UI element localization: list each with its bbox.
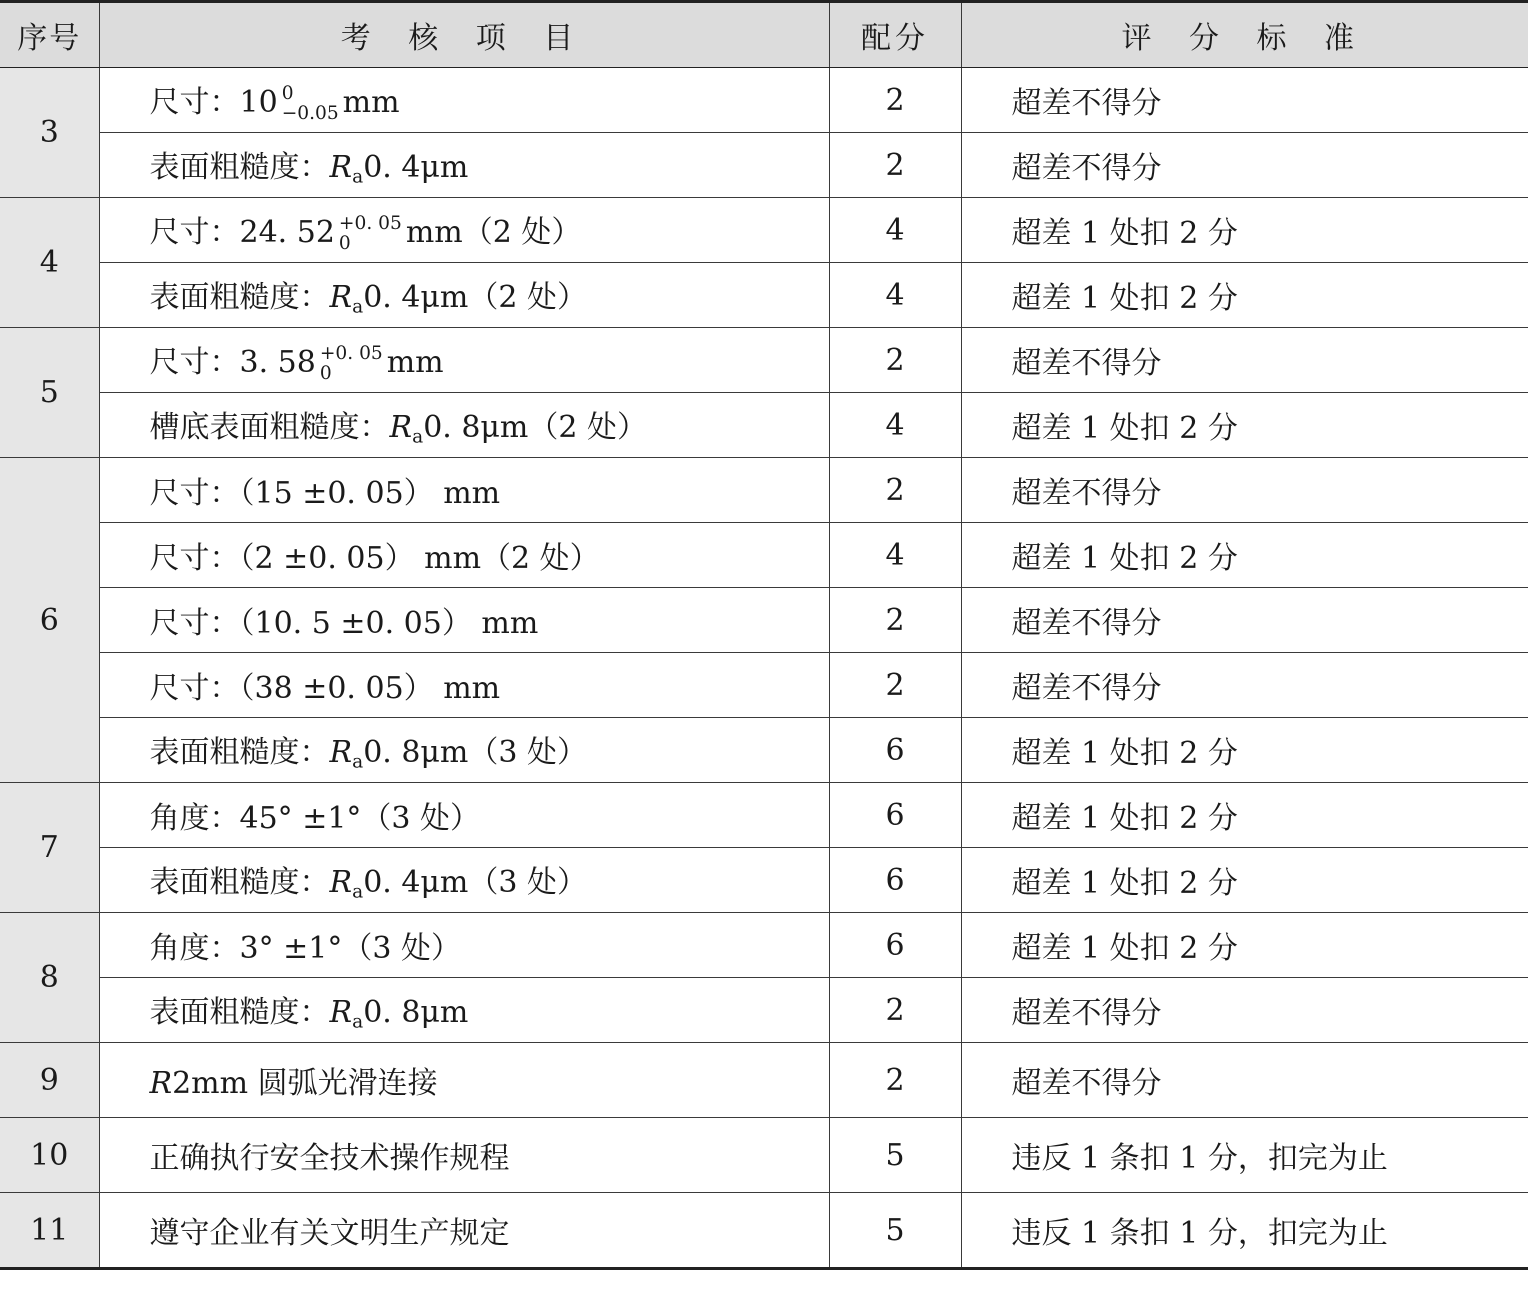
table-row [0, 198, 1528, 263]
score-cell: 6 [829, 848, 961, 913]
header-criteria: 评 分 标 准 [961, 2, 1528, 68]
row-number: 10 [0, 1118, 99, 1193]
criteria-cell: 超差不得分 [961, 588, 1528, 653]
table-row [0, 1043, 1528, 1118]
score-cell: 5 [829, 1118, 961, 1193]
score-cell: 6 [829, 783, 961, 848]
row-number: 4 [0, 198, 99, 328]
header-number: 序号 [0, 2, 99, 68]
tolerance: +0. 05 0 [338, 213, 402, 254]
header-score: 配分 [829, 2, 961, 68]
criteria-cell: 超差不得分 [961, 68, 1528, 133]
assessment-item: 尺寸：3. 58 +0. 05 0 mm [99, 328, 829, 393]
row-number: 3 [0, 68, 99, 198]
score-cell: 2 [829, 328, 961, 393]
score-cell: 2 [829, 588, 961, 653]
row-number: 5 [0, 328, 99, 458]
criteria-cell: 超差 1 处扣 2 分 [961, 393, 1528, 458]
score-cell: 2 [829, 68, 961, 133]
criteria-cell: 超差不得分 [961, 458, 1528, 523]
assessment-item: 尺寸：（10. 5 ±0. 05） mm [99, 588, 829, 653]
table-row [0, 523, 1528, 588]
table-row [0, 133, 1528, 198]
assessment-item: 表面粗糙度：$R_a0$. 4μm（2 处） [99, 263, 829, 328]
assessment-item: 遵守企业有关文明生产规定 [99, 1193, 829, 1269]
row-number: 9 [0, 1043, 99, 1118]
criteria-cell: 超差 1 处扣 2 分 [961, 848, 1528, 913]
row-number: 8 [0, 913, 99, 1043]
score-cell: 4 [829, 393, 961, 458]
criteria-cell: 违反 1 条扣 1 分，扣完为止 [961, 1118, 1528, 1193]
tolerance: 0 −0.05 [281, 83, 339, 124]
table-row [0, 718, 1528, 783]
score-cell: 6 [829, 913, 961, 978]
assessment-item: 尺寸：10 0 −0.05 mm [99, 68, 829, 133]
table-row [0, 68, 1528, 133]
assessment-item: 表面粗糙度：$R_a0$. 8μm [99, 978, 829, 1043]
criteria-cell: 超差 1 处扣 2 分 [961, 263, 1528, 328]
assessment-item: 正确执行安全技术操作规程 [99, 1118, 829, 1193]
table-row [0, 978, 1528, 1043]
score-cell: 2 [829, 133, 961, 198]
assessment-item: 表面粗糙度：$R_a0$. 4μm（3 处） [99, 848, 829, 913]
score-cell: 2 [829, 1043, 961, 1118]
criteria-cell: 超差 1 处扣 2 分 [961, 718, 1528, 783]
criteria-cell: 超差不得分 [961, 328, 1528, 393]
criteria-cell: 超差 1 处扣 2 分 [961, 198, 1528, 263]
score-cell: 2 [829, 653, 961, 718]
score-cell: 6 [829, 718, 961, 783]
table-row [0, 848, 1528, 913]
table-row [0, 913, 1528, 978]
row-number: 6 [0, 458, 99, 783]
criteria-cell: 超差不得分 [961, 1043, 1528, 1118]
criteria-cell: 超差 1 处扣 2 分 [961, 523, 1528, 588]
table-row [0, 653, 1528, 718]
criteria-cell: 超差 1 处扣 2 分 [961, 783, 1528, 848]
table-row [0, 1193, 1528, 1269]
criteria-cell: 超差不得分 [961, 653, 1528, 718]
criteria-cell: 超差不得分 [961, 978, 1528, 1043]
assessment-item: 尺寸：24. 52 +0. 05 0 mm（2 处） [99, 198, 829, 263]
criteria-cell: 超差 1 处扣 2 分 [961, 913, 1528, 978]
assessment-item: R2mm 圆弧光滑连接 [99, 1043, 829, 1118]
tolerance: +0. 05 0 [319, 343, 383, 384]
criteria-cell: 超差不得分 [961, 133, 1528, 198]
header-item: 考 核 项 目 [99, 2, 829, 68]
assessment-item: 角度：45° ±1°（3 处） [99, 783, 829, 848]
table-row [0, 1118, 1528, 1193]
assessment-item: 尺寸：（15 ±0. 05） mm [99, 458, 829, 523]
assessment-item: 尺寸：（2 ±0. 05） mm（2 处） [99, 523, 829, 588]
assessment-item: 尺寸：（38 ±0. 05） mm [99, 653, 829, 718]
assessment-item: 表面粗糙度：$R_a0$. 8μm（3 处） [99, 718, 829, 783]
row-number: 7 [0, 783, 99, 913]
table-row [0, 458, 1528, 523]
table-row [0, 588, 1528, 653]
assessment-item: 表面粗糙度：$R_a0$. 4μm [99, 133, 829, 198]
score-cell: 4 [829, 263, 961, 328]
assessment-item: 角度：3° ±1°（3 处） [99, 913, 829, 978]
criteria-cell: 违反 1 条扣 1 分，扣完为止 [961, 1193, 1528, 1269]
assessment-item: 槽底表面粗糙度：$R_a0$. 8μm（2 处） [99, 393, 829, 458]
table-row [0, 393, 1528, 458]
header-row [0, 2, 1528, 68]
score-cell: 2 [829, 458, 961, 523]
table-row [0, 328, 1528, 393]
score-cell: 2 [829, 978, 961, 1043]
table-row [0, 263, 1528, 328]
score-cell: 4 [829, 523, 961, 588]
score-cell: 4 [829, 198, 961, 263]
score-cell: 5 [829, 1193, 961, 1269]
table-row [0, 783, 1528, 848]
row-number: 11 [0, 1193, 99, 1269]
